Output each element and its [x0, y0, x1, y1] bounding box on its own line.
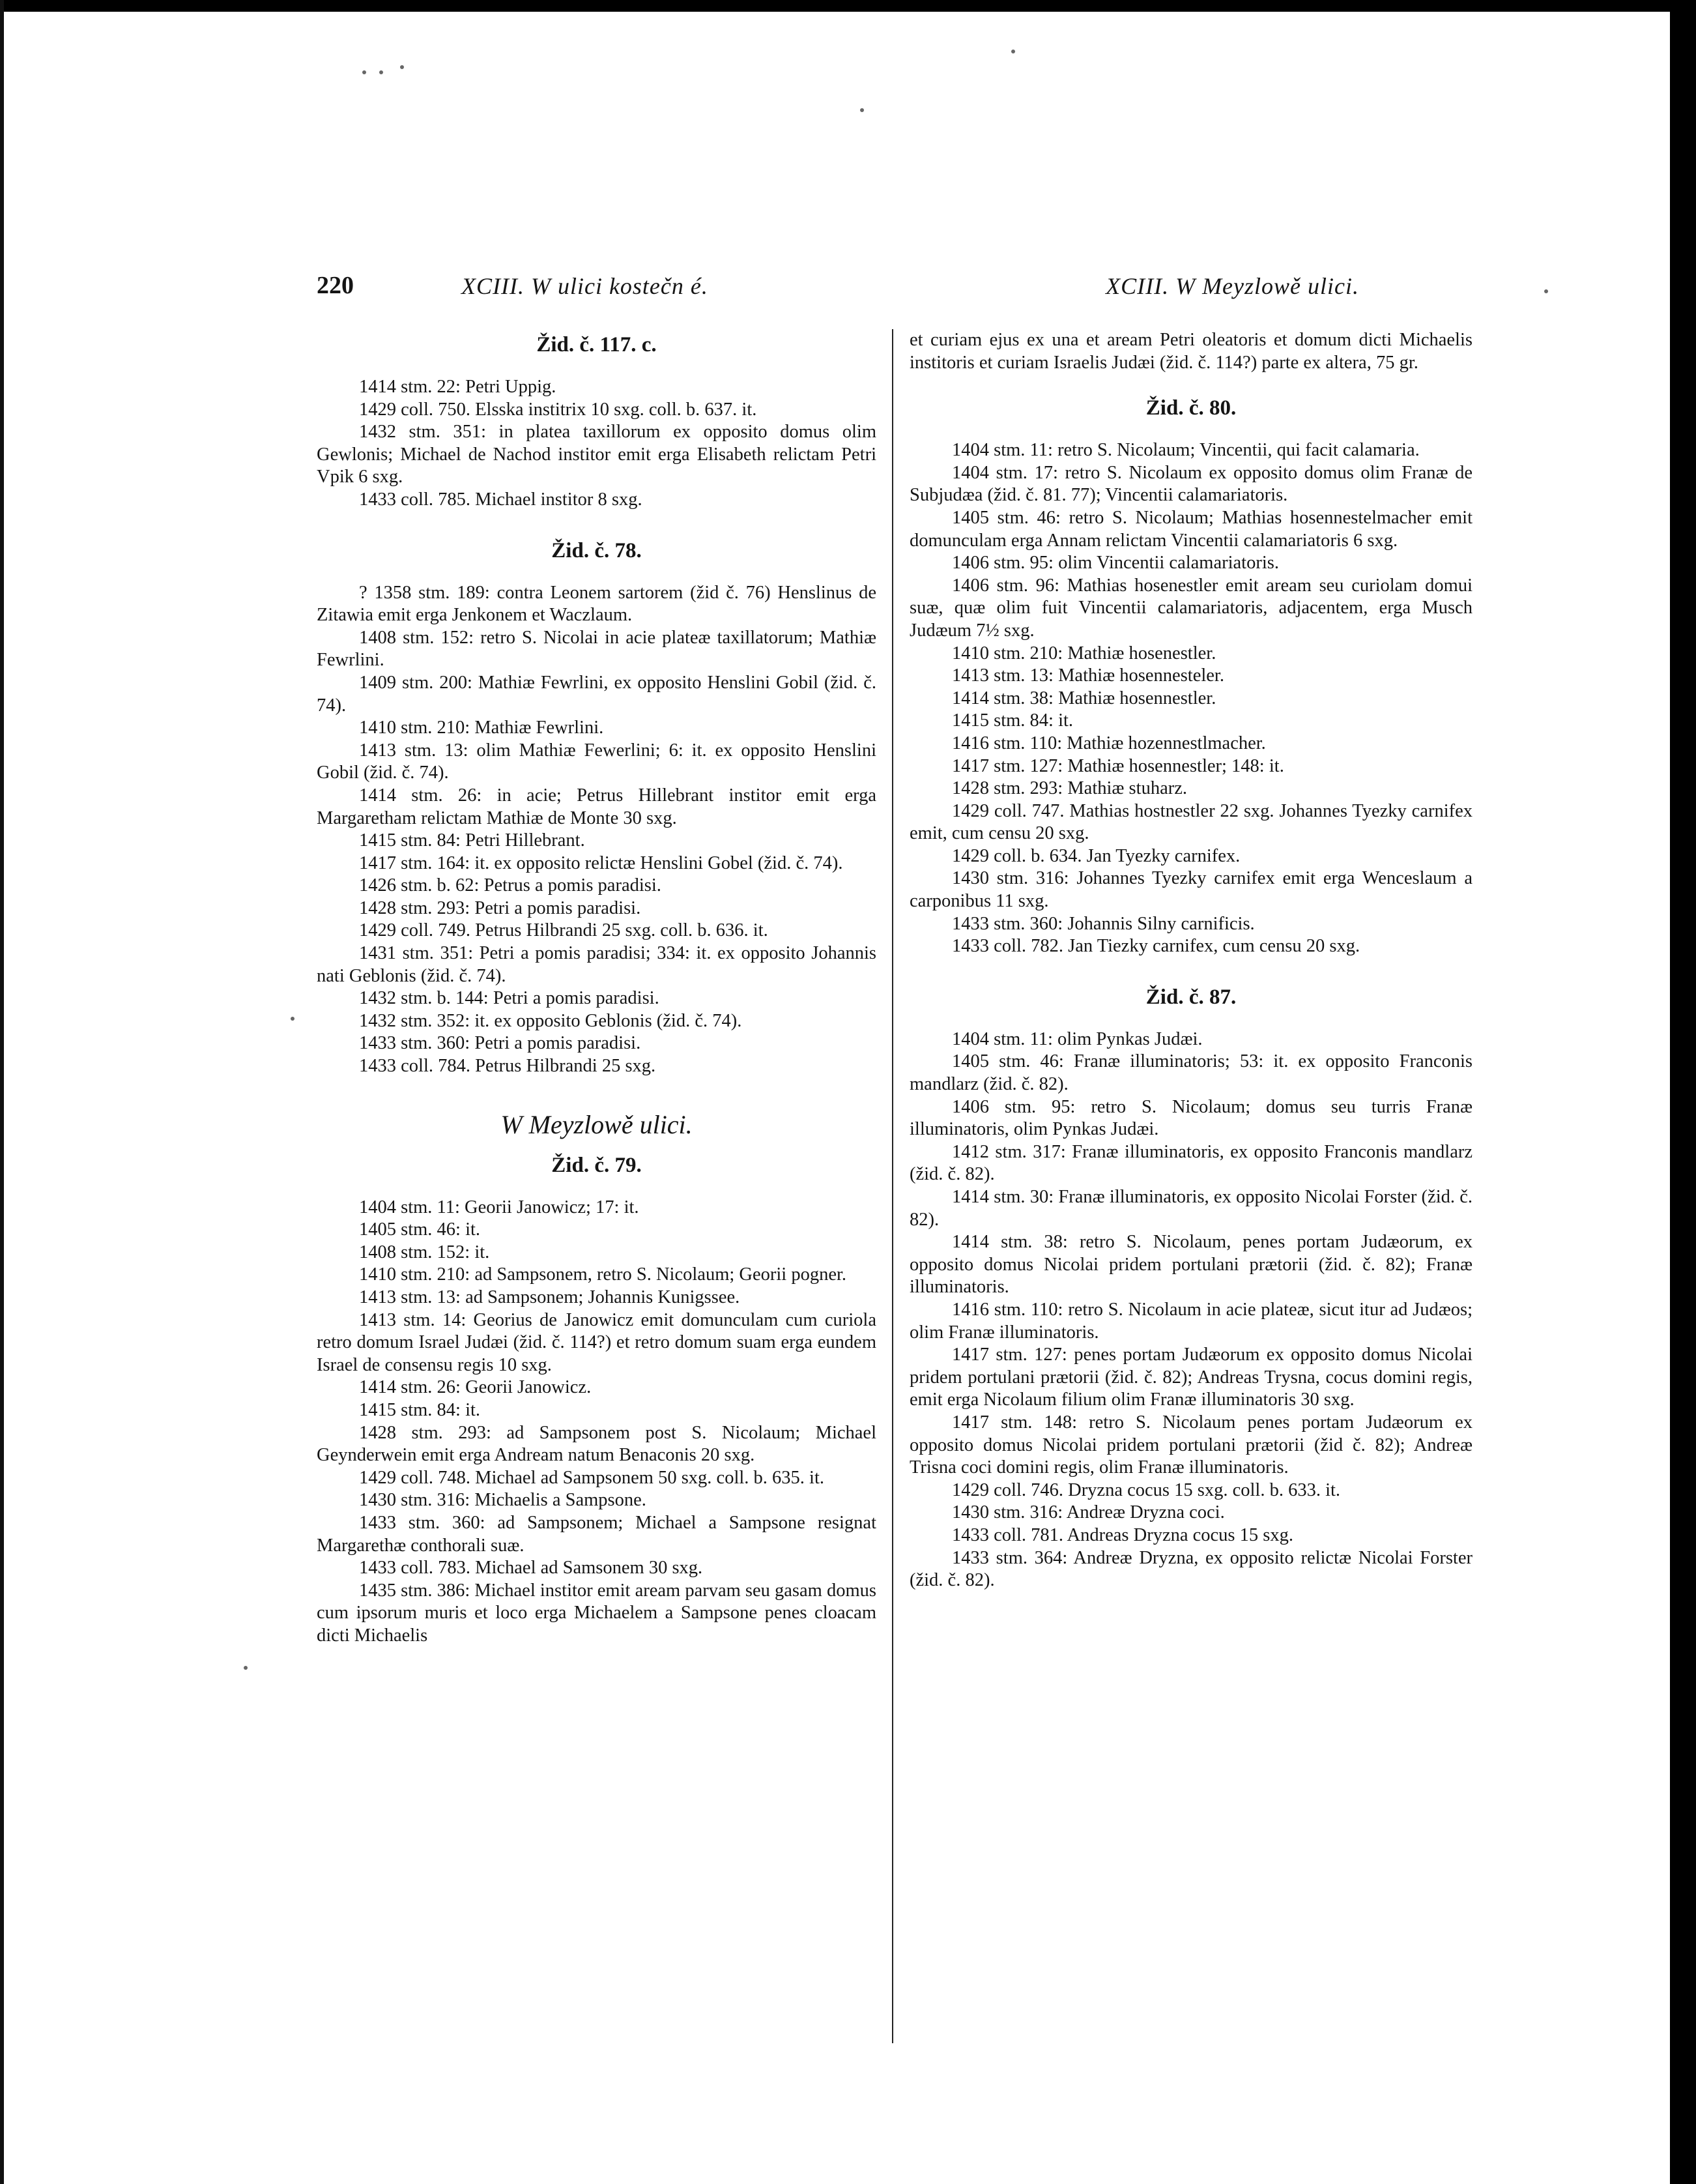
entry: 1415 stm. 84: Petri Hillebrant. — [359, 830, 585, 851]
right-column — [910, 329, 1473, 1592]
entry: 1414 stm. 30: Franæ illuminatoris, ex opposito Nicolai Forster (žid. č. 82). — [910, 1187, 1473, 1230]
entry: 1433 coll. 781. Andreas Dryzna cocus 15 sxg. — [952, 1524, 1293, 1545]
entry: 1433 coll. 784. Petrus Hilbrandi 25 sxg. — [359, 1056, 656, 1077]
entry: 1417 stm. 127: Mathiæ hosennestler; 148: it. — [952, 755, 1284, 776]
entry: 1433 coll. 785. Michael institor 8 sxg. — [359, 489, 642, 510]
entry: 1415 stm. 84: it. — [359, 1399, 481, 1420]
entry: 1405 stm. 46: Franæ illuminatoris; 53: it. ex opposito Franconis mandlarz (žid. č. 82). — [910, 1051, 1473, 1095]
entry: 1432 stm. 352: it. ex opposito Geblonis (žid. č. 74). — [359, 1010, 742, 1031]
entry: 1406 stm. 96: Mathias hosenestler emit aream seu curiolam domui suæ, quæ olim fuit Vincentii calamariatoris, adjacentem, erga Musch Judæum 7½ sxg. — [910, 575, 1473, 641]
entry: 1404 stm. 11: Georii Janowicz; 17: it. — [359, 1197, 639, 1217]
scan-border-right — [1670, 0, 1696, 2184]
entry: 1433 stm. 364: Andreæ Dryzna, ex opposito relictæ Nicolai Forster (žid. č. 82). — [910, 1547, 1473, 1591]
entry: 1433 stm. 360: Petri a pomis paradisi. — [359, 1033, 641, 1054]
entry: 1406 stm. 95: olim Vincentii calamariatoris. — [952, 553, 1279, 574]
entry: 1429 coll. 750. Elsska institrix 10 sxg. coll. b. 637. it. — [359, 399, 757, 420]
entry: 1428 stm. 293: Petri a pomis paradisi. — [359, 897, 641, 918]
entry: 1429 coll. 749. Petrus Hilbrandi 25 sxg. coll. b. 636. it. — [359, 920, 768, 941]
entry: 1413 stm. 14: Georius de Janowicz emit domunculam cum curiola retro domum Israel Judæi (žid. č. 114?) et retro domum suam erga eundem Israel de consensu regis 10 sxg. — [317, 1309, 876, 1375]
scan-border-top — [0, 0, 1696, 12]
scan-speck — [362, 70, 366, 74]
entry: 1417 stm. 164: it. ex opposito relictæ Henslini Gobel (žid. č. 74). — [359, 852, 843, 873]
entry: 1430 stm. 316: Andreæ Dryzna coci. — [952, 1502, 1225, 1523]
right-running-head: XCIII. W Meyzlowě ulici. — [1106, 273, 1359, 299]
entry: 1414 stm. 26: Georii Janowicz. — [359, 1377, 592, 1398]
entry: 1410 stm. 210: Mathiæ Fewrlini. — [359, 718, 604, 738]
entry: 1432 stm. 351: in platea taxillorum ex opposito domus olim Gewlonis; Michael de Nachod institor emit erga Elisabeth relictam Petri Vpik 6 sxg. — [317, 422, 876, 488]
entry: 1416 stm. 110: Mathiæ hozennestlmacher. — [952, 733, 1266, 753]
entry: 1429 coll. 747. Mathias hostnestler 22 sxg. Johannes Tyezky carnifex emit, cum censu 20 sxg. — [910, 800, 1473, 844]
entry: 1404 stm. 17: retro S. Nicolaum ex opposito domus olim Franæ de Subjudæa (žid. č. 81. 77); Vincentii calamariatoris. — [910, 462, 1473, 506]
entry: ? 1358 stm. 189: contra Leonem sartorem (žid č. 76) Henslinus de Zitawia emit erga Jenkonem et Waczlaum. — [317, 582, 876, 626]
entry: 1404 stm. 11: retro S. Nicolaum; Vincentii, qui facit calamaria. — [952, 440, 1420, 461]
entry: 1428 stm. 293: Mathiæ stuharz. — [952, 778, 1187, 799]
scan-speck — [860, 108, 864, 112]
entry: 1414 stm. 26: in acie; Petrus Hillebrant institor emit erga Margaretham relictam Mathiæ de Monte 30 sxg. — [317, 785, 876, 828]
scan-border-left — [0, 0, 4, 2184]
entry: 1428 stm. 293: ad Sampsonem post S. Nicolaum; Michael Geynderwein emit erga Andream natum Benaconis 20 sxg. — [317, 1422, 876, 1466]
section-heading: Žid. č. 79. — [551, 1153, 642, 1177]
entry-continuation: et curiam ejus ex una et aream Petri oleatoris et domum dicti Michaelis institoris et curiam Israelis Judæi (žid. č. 114?) parte ex altera, 75 gr. — [910, 330, 1473, 373]
section-heading: Žid. č. 78. — [551, 538, 642, 562]
scan-speck — [400, 65, 404, 69]
page-header — [317, 271, 1359, 310]
entry: 1433 stm. 360: ad Sampsonem; Michael a Sampsone resignat Margarethæ conthorali suæ. — [317, 1512, 876, 1556]
scan-speck — [1011, 50, 1015, 53]
scan-speck — [291, 1017, 295, 1021]
scan-speck — [379, 70, 383, 74]
scan-speck — [244, 1666, 248, 1670]
entry: 1414 stm. 38: Mathiæ hosennestler. — [952, 688, 1216, 708]
entry: 1404 stm. 11: olim Pynkas Judæi. — [952, 1028, 1203, 1049]
section-heading: Žid. č. 80. — [1145, 396, 1237, 420]
entry: 1433 stm. 360: Johannis Silny carnificis. — [952, 913, 1255, 934]
entry: 1429 coll. 748. Michael ad Sampsonem 50 sxg. coll. b. 635. it. — [359, 1467, 825, 1488]
entry: 1432 stm. b. 144: Petri a pomis paradisi. — [359, 988, 659, 1009]
entry: 1416 stm. 110: retro S. Nicolaum in acie plateæ, sicut itur ad Judæos; olim Franæ illuminatoris. — [910, 1299, 1473, 1343]
section-heading: Žid. č. 117. c. — [536, 333, 657, 357]
entry: 1409 stm. 200: Mathiæ Fewrlini, ex opposito Henslini Gobil (žid. č. 74). — [317, 672, 876, 716]
entry: 1413 stm. 13: ad Sampsonem; Johannis Kunigssee. — [359, 1287, 740, 1307]
entry: 1405 stm. 46: retro S. Nicolaum; Mathias hosennestelmacher emit domunculam erga Annam relictam Vincentii calamariatoris 6 sxg. — [910, 507, 1473, 551]
section-heading: Žid. č. 87. — [1145, 985, 1237, 1009]
entry: 1430 stm. 316: Michaelis a Sampsone. — [359, 1490, 646, 1511]
entry: 1433 coll. 782. Jan Tiezky carnifex, cum censu 20 sxg. — [952, 936, 1360, 957]
entry: 1413 stm. 13: Mathiæ hosennesteler. — [952, 665, 1224, 686]
entry: 1414 stm. 38: retro S. Nicolaum, penes portam Judæorum, ex opposito domus Nicolai pridem portulani prætorii (žid. č. 82); Franæ illuminatoris. — [910, 1232, 1473, 1298]
entry: 1435 stm. 386: Michael institor emit aream parvam seu gasam domus cum ipsorum muris et loco erga Michaelem a Sampsone penes cloacam dicti Michaelis — [317, 1580, 876, 1646]
entry: 1431 stm. 351: Petri a pomis paradisi; 334: it. ex opposito Johannis nati Geblonis (žid. č. 74). — [317, 943, 876, 986]
entry: 1417 stm. 148: retro S. Nicolaum penes portam Judæorum ex opposito domus Nicolai pridem portulani prætorii (žid č. 82); Andreæ Trisna coci domini regis, olim Franæ illuminatoris. — [910, 1412, 1473, 1478]
entry: 1433 coll. 783. Michael ad Samsonem 30 sxg. — [359, 1558, 703, 1579]
entry: 1408 stm. 152: retro S. Nicolai in acie plateæ taxillatorum; Mathiæ Fewrlini. — [317, 627, 876, 671]
page-number: 220 — [317, 272, 354, 299]
entry: 1415 stm. 84: it. — [952, 710, 1074, 731]
entry: 1426 stm. b. 62: Petrus a pomis paradisi. — [359, 875, 661, 896]
entry: 1429 coll. b. 634. Jan Tyezky carnifex. — [952, 845, 1241, 866]
entry: 1414 stm. 22: Petri Uppig. — [359, 377, 556, 397]
entry: 1406 stm. 95: retro S. Nicolaum; domus seu turris Franæ illuminatoris, olim Pynkas Judæi. — [910, 1096, 1473, 1140]
entry: 1417 stm. 127: penes portam Judæorum ex opposito domus Nicolai pridem portulani prætorii (žid. č. 82); Andreas Trysna, cocus domini regis, emit erga Nicolaum filium olim Franæ illuminatoris 30 sxg. — [910, 1345, 1473, 1410]
street-heading: W Meyzlowě ulici. — [500, 1109, 693, 1139]
left-running-head: XCIII. W ulici kostečn é. — [461, 273, 708, 299]
entry: 1408 stm. 152: it. — [359, 1242, 490, 1262]
entry: 1412 stm. 317: Franæ illuminatoris, ex opposito Franconis mandlarz (žid. č. 82). — [910, 1141, 1473, 1185]
entry: 1430 stm. 316: Johannes Tyezky carnifex emit erga Wenceslaum a carponibus 11 sxg. — [910, 868, 1473, 912]
entry: 1410 stm. 210: ad Sampsonem, retro S. Nicolaum; Georii pogner. — [359, 1264, 847, 1285]
entry: 1429 coll. 746. Dryzna cocus 15 sxg. coll. b. 633. it. — [952, 1479, 1341, 1500]
entry: 1413 stm. 13: olim Mathiæ Fewerlini; 6: it. ex opposito Henslini Gobil (žid. č. 74). — [317, 740, 876, 783]
entry: 1410 stm. 210: Mathiæ hosenestler. — [952, 643, 1216, 663]
scan-speck — [1544, 289, 1548, 293]
column-divider — [892, 329, 893, 2043]
entry: 1405 stm. 46: it. — [359, 1219, 481, 1240]
left-column — [317, 329, 876, 1648]
